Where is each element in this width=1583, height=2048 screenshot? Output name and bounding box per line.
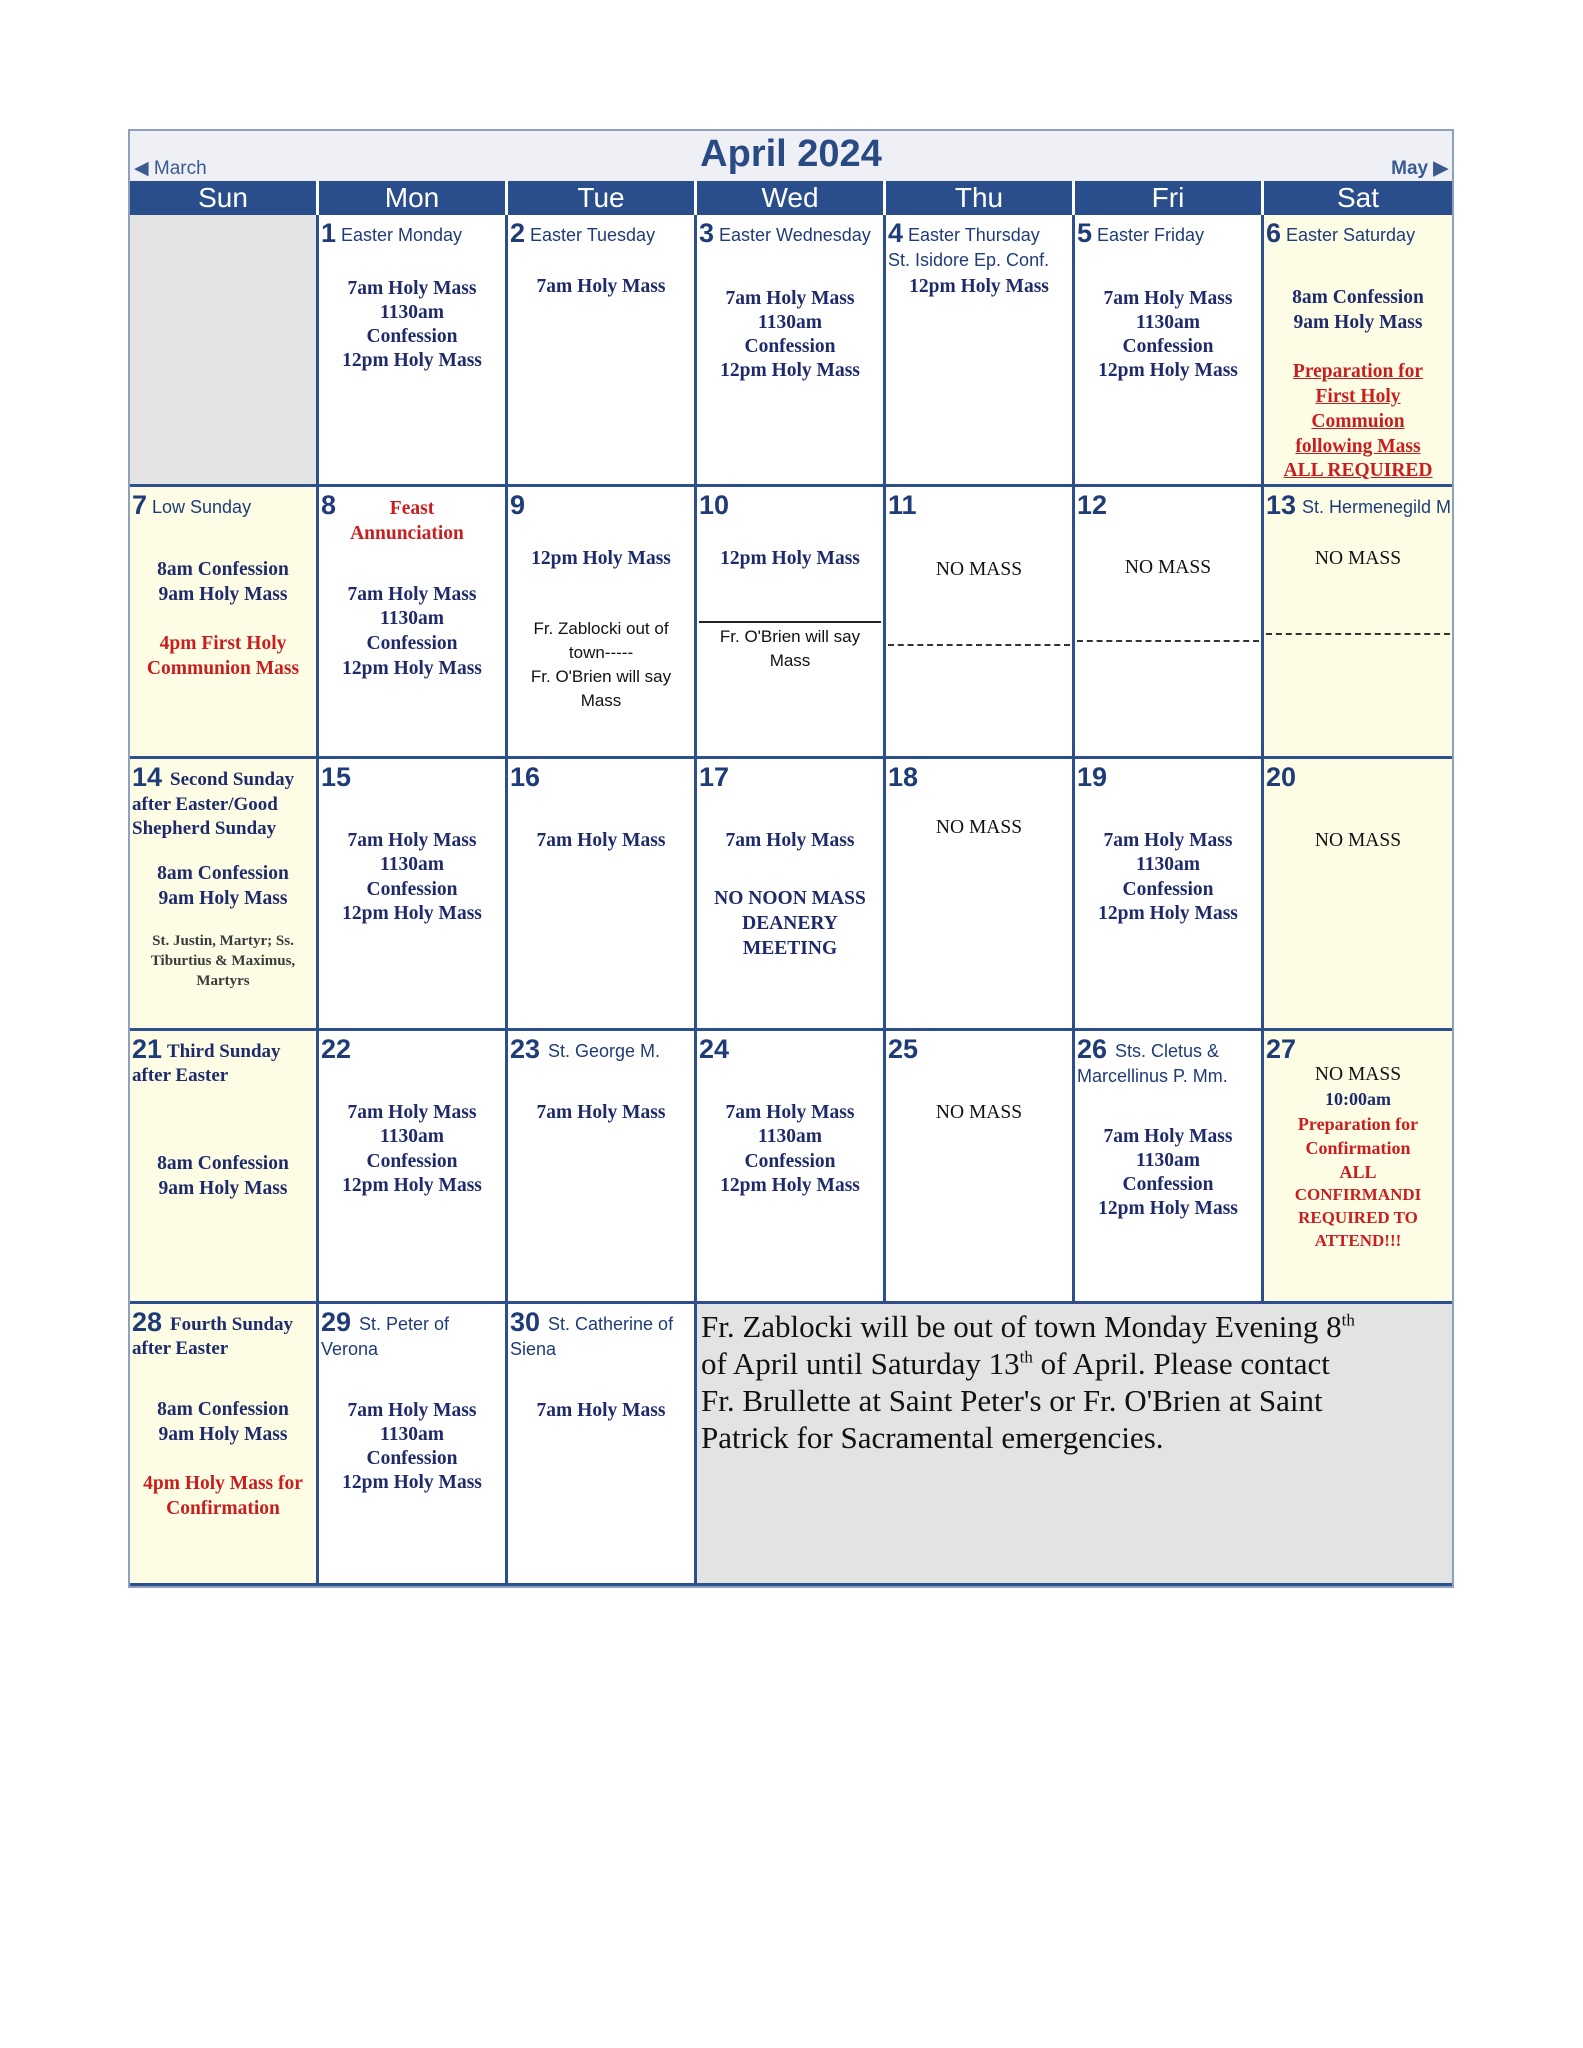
day-number: 15: [321, 762, 352, 792]
day-number: 21: [132, 1034, 163, 1064]
day-cell[interactable]: [1264, 759, 1452, 1031]
schedule-line: 1130am: [1136, 312, 1200, 333]
schedule-line: 7am Holy Mass: [725, 288, 855, 309]
next-month-link[interactable]: May ▶: [1391, 158, 1448, 179]
schedule-line: MEETING: [742, 938, 838, 959]
note-line: Fr. O'Brien will say: [530, 667, 672, 686]
announcement-line: Confirmation: [166, 1498, 280, 1519]
day-number: 20: [1266, 762, 1297, 792]
prev-month-link[interactable]: ◀ March: [134, 158, 207, 179]
day-event: after Easter: [132, 1065, 229, 1086]
schedule-line: 1130am: [380, 608, 444, 629]
day-number: 1: [321, 218, 337, 248]
announcement-line: ALL: [1339, 1162, 1377, 1182]
day-event: Third Sunday: [167, 1041, 281, 1062]
weekday-label: Fri: [1075, 181, 1264, 215]
schedule-line: 7am Holy Mass: [536, 1102, 666, 1123]
announcement-line: Preparation for: [1297, 1114, 1419, 1134]
day-event: Easter Monday: [341, 225, 463, 245]
day-cell[interactable]: [508, 759, 697, 1031]
weekday-header: [130, 181, 1452, 215]
day-cell[interactable]: [1075, 759, 1264, 1031]
month-title: April 2024: [700, 133, 882, 175]
schedule-line: 8am Confession: [157, 863, 289, 884]
day-cell[interactable]: [1075, 1031, 1264, 1304]
schedule-line: NO NOON MASS: [714, 888, 866, 909]
schedule-line: 7am Holy Mass: [536, 830, 666, 851]
saint-line: Tiburtius & Maximus,: [150, 953, 296, 969]
schedule-line: NO MASS: [935, 1102, 1023, 1123]
schedule-line: 9am Holy Mass: [158, 888, 288, 909]
schedule-line: 12pm Holy Mass: [342, 350, 482, 371]
day-cell[interactable]: [886, 487, 1075, 759]
day-event: Low Sunday: [152, 497, 252, 517]
note-line: Mass: [580, 691, 622, 710]
day-number: 22: [321, 1034, 352, 1064]
divider-line: [888, 644, 1070, 646]
announcement-line: First Holy: [1315, 386, 1401, 407]
notice-line: Patrick for Sacramental emergencies.: [701, 1420, 1164, 1455]
weekday-label: Wed: [697, 181, 886, 215]
day-cell[interactable]: [319, 1304, 508, 1586]
day-number: 9: [510, 490, 526, 520]
day-cell[interactable]: [886, 1031, 1075, 1304]
schedule-line: 12pm Holy Mass: [531, 548, 671, 569]
day-event: St. Catherine of: [548, 1314, 674, 1334]
day-event: Fourth Sunday: [170, 1314, 294, 1335]
day-cell[interactable]: [508, 1304, 697, 1586]
schedule-line: 12pm Holy Mass: [1098, 903, 1238, 924]
schedule-line: 7am Holy Mass: [347, 1400, 477, 1421]
schedule-line: 12pm Holy Mass: [342, 658, 482, 679]
empty-day-cell: [130, 215, 319, 487]
day-event: after Easter: [132, 1338, 229, 1359]
day-cell[interactable]: [508, 487, 697, 759]
schedule-line: NO MASS: [935, 817, 1023, 838]
schedule-line: NO MASS: [1314, 830, 1402, 851]
schedule-line: 7am Holy Mass: [1103, 830, 1233, 851]
day-number: 30: [510, 1307, 541, 1337]
schedule-line: NO MASS: [935, 559, 1023, 580]
weekday-label: Tue: [508, 181, 697, 215]
day-number: 8: [321, 490, 337, 520]
day-number: 25: [888, 1034, 919, 1064]
day-cell[interactable]: [697, 215, 886, 487]
weekday-label: Sun: [130, 181, 319, 215]
day-number: 23: [510, 1034, 541, 1064]
day-event: Second Sunday: [170, 769, 295, 790]
day-number: 29: [321, 1307, 352, 1337]
day-cell[interactable]: [130, 1031, 319, 1304]
calendar: [128, 129, 1454, 1588]
schedule-line: NO MASS: [1314, 548, 1402, 569]
schedule-line: 7am Holy Mass: [1103, 1126, 1233, 1147]
calendar-header: [130, 131, 1452, 181]
schedule-line: 7am Holy Mass: [347, 830, 477, 851]
announcement-line: ATTEND!!!: [1314, 1231, 1402, 1250]
notice-line: Fr. Zablocki will be out of town Monday Evening 8th: [701, 1309, 1355, 1344]
day-cell[interactable]: [130, 487, 319, 759]
announcement-line: Feast: [389, 498, 435, 519]
divider-line: [699, 621, 881, 623]
schedule-line: Confession: [1122, 1174, 1214, 1195]
day-number: 6: [1266, 218, 1282, 248]
day-cell[interactable]: [130, 1304, 319, 1586]
schedule-line: 12pm Holy Mass: [909, 276, 1049, 297]
announcement-line: 4pm Holy Mass for: [143, 1473, 303, 1494]
day-cell[interactable]: [886, 215, 1075, 487]
schedule-line: 1130am: [758, 1126, 822, 1147]
schedule-line: Confession: [1122, 879, 1214, 900]
day-cell[interactable]: [130, 759, 319, 1031]
notice-box: [697, 1304, 1452, 1586]
day-cell[interactable]: [697, 487, 886, 759]
day-number: 27: [1266, 1034, 1297, 1064]
schedule-line: Confession: [366, 633, 458, 654]
day-cell[interactable]: [319, 1031, 508, 1304]
schedule-line: Confession: [366, 879, 458, 900]
schedule-line: Confession: [366, 1448, 458, 1469]
announcement-line: Preparation for: [1292, 361, 1424, 382]
schedule-line: 12pm Holy Mass: [720, 360, 860, 381]
schedule-line: 12pm Holy Mass: [1098, 360, 1238, 381]
announcement-line: Commuion: [1311, 411, 1405, 432]
day-number: 18: [888, 762, 919, 792]
day-event: St. Peter of: [359, 1314, 450, 1334]
day-event: Shepherd Sunday: [132, 818, 277, 839]
schedule-line: 7am Holy Mass: [347, 278, 477, 299]
announcement-line: Communion Mass: [146, 658, 300, 679]
announcement-line: 4pm First Holy: [159, 633, 287, 654]
schedule-line: 9am Holy Mass: [158, 1178, 288, 1199]
day-event: Verona: [321, 1339, 379, 1359]
notice-line: of April until Saturday 13th of April. Please contact: [701, 1346, 1330, 1381]
schedule-line: 9am Holy Mass: [1293, 312, 1423, 333]
day-cell[interactable]: [1075, 487, 1264, 759]
weekday-label: Thu: [886, 181, 1075, 215]
schedule-line: 1130am: [1136, 1150, 1200, 1171]
schedule-line: 1130am: [380, 302, 444, 323]
schedule-line: 7am Holy Mass: [347, 584, 477, 605]
day-number: 7: [132, 490, 148, 520]
schedule-line: 1130am: [758, 312, 822, 333]
schedule-line: 10:00am: [1325, 1089, 1391, 1109]
schedule-line: 7am Holy Mass: [536, 276, 666, 297]
schedule-line: 8am Confession: [1292, 287, 1424, 308]
day-number: 12: [1077, 490, 1108, 520]
day-event: Siena: [510, 1339, 557, 1359]
day-number: 5: [1077, 218, 1093, 248]
day-event: Easter Friday: [1097, 225, 1205, 245]
day-event: after Easter/Good: [132, 794, 278, 815]
day-event: St. George M.: [548, 1041, 661, 1061]
day-cell[interactable]: [319, 487, 508, 759]
day-cell[interactable]: [508, 215, 697, 487]
note-line: town-----: [568, 643, 634, 662]
schedule-line: Confession: [744, 1151, 836, 1172]
day-number: 17: [699, 762, 730, 792]
day-number: 24: [699, 1034, 730, 1064]
schedule-line: 8am Confession: [157, 559, 289, 580]
day-cell[interactable]: [697, 759, 886, 1031]
note-line: Fr. Zablocki out of: [533, 619, 669, 638]
schedule-line: NO MASS: [1124, 557, 1212, 578]
day-event: Marcellinus P. Mm.: [1077, 1066, 1228, 1086]
divider-line: [1266, 633, 1450, 635]
day-cell[interactable]: [1075, 215, 1264, 487]
announcement-line: following Mass: [1295, 436, 1421, 457]
note-line: Fr. O'Brien will say: [719, 627, 861, 646]
day-event: Easter Saturday: [1286, 225, 1416, 245]
schedule-line: 12pm Holy Mass: [342, 1175, 482, 1196]
schedule-line: Confession: [366, 326, 458, 347]
schedule-line: NO MASS: [1314, 1064, 1402, 1085]
schedule-line: Confession: [366, 1151, 458, 1172]
day-event: Sts. Cletus &: [1115, 1041, 1220, 1061]
schedule-line: 7am Holy Mass: [725, 1102, 855, 1123]
schedule-line: 12pm Holy Mass: [720, 548, 860, 569]
schedule-line: 7am Holy Mass: [536, 1400, 666, 1421]
schedule-line: 9am Holy Mass: [158, 1424, 288, 1445]
day-cell[interactable]: [1264, 215, 1452, 487]
day-event: Easter Thursday: [908, 225, 1040, 245]
day-number: 2: [510, 218, 526, 248]
notice-line: Fr. Brullette at Saint Peter's or Fr. O'Brien at Saint: [701, 1383, 1323, 1418]
note-line: Mass: [769, 651, 811, 670]
schedule-line: 1130am: [1136, 854, 1200, 875]
schedule-line: 7am Holy Mass: [725, 830, 855, 851]
schedule-line: 12pm Holy Mass: [720, 1175, 860, 1196]
schedule-line: DEANERY: [742, 913, 838, 934]
day-event: Easter Wednesday: [719, 225, 871, 245]
day-number: 10: [699, 490, 730, 520]
weekday-label: Mon: [319, 181, 508, 215]
day-number: 4: [888, 218, 904, 248]
weekday-label: Sat: [1264, 181, 1452, 215]
day-number: 26: [1077, 1034, 1108, 1064]
announcement-line: CONFIRMANDI: [1294, 1185, 1422, 1204]
schedule-line: 12pm Holy Mass: [342, 1472, 482, 1493]
schedule-line: 8am Confession: [157, 1153, 289, 1174]
day-cell[interactable]: [697, 1031, 886, 1304]
announcement-line: ALL REQUIRED: [1283, 460, 1433, 481]
schedule-line: 1130am: [380, 1424, 444, 1445]
day-cell[interactable]: [1264, 1031, 1452, 1304]
schedule-line: 12pm Holy Mass: [342, 903, 482, 924]
saint-line: Martyrs: [196, 973, 250, 989]
schedule-line: Confession: [744, 336, 836, 357]
schedule-line: 7am Holy Mass: [1103, 288, 1233, 309]
saint-line: St. Justin, Martyr; Ss.: [152, 933, 294, 949]
day-event: Easter Tuesday: [530, 225, 656, 245]
day-number: 19: [1077, 762, 1108, 792]
day-number: 28: [132, 1307, 163, 1337]
day-cell[interactable]: [508, 1031, 697, 1304]
schedule-line: 12pm Holy Mass: [1098, 1198, 1238, 1219]
day-event: St. Hermenegild M: [1302, 497, 1452, 517]
day-number: 13: [1266, 490, 1297, 520]
day-number: 14: [132, 762, 163, 792]
day-number: 11: [888, 490, 917, 520]
schedule-line: Confession: [1122, 336, 1214, 357]
schedule-line: 1130am: [380, 1126, 444, 1147]
day-cell[interactable]: [886, 759, 1075, 1031]
day-number: 3: [699, 218, 715, 248]
announcement-line: Confirmation: [1305, 1138, 1411, 1158]
day-cell[interactable]: [319, 759, 508, 1031]
divider-line: [1077, 640, 1259, 642]
day-cell[interactable]: [319, 215, 508, 487]
day-event: St. Isidore Ep. Conf.: [888, 250, 1050, 270]
announcement-line: REQUIRED TO: [1298, 1208, 1418, 1227]
announcement-line: Annunciation: [350, 523, 464, 544]
schedule-line: 8am Confession: [157, 1399, 289, 1420]
day-number: 16: [510, 762, 541, 792]
schedule-line: 1130am: [380, 854, 444, 875]
schedule-line: 9am Holy Mass: [158, 584, 288, 605]
schedule-line: 7am Holy Mass: [347, 1102, 477, 1123]
day-cell[interactable]: [1264, 487, 1452, 759]
